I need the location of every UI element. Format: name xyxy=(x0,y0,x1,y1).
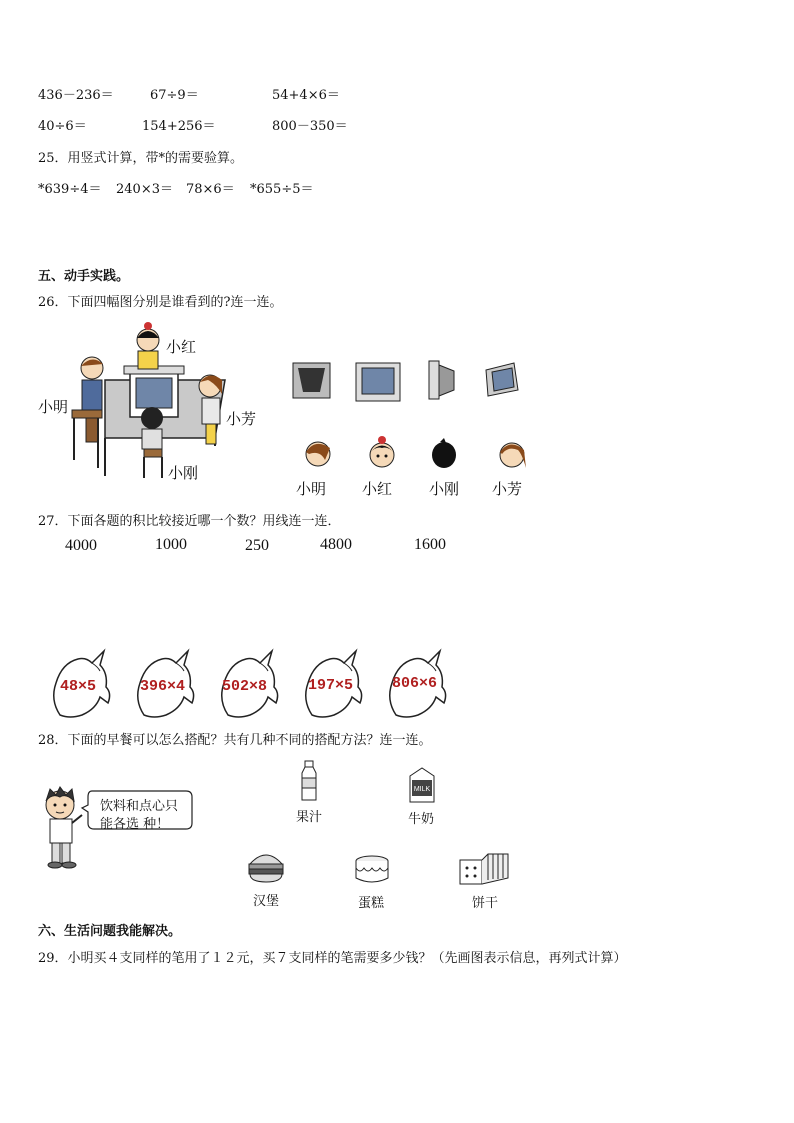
head-label: 小芳 xyxy=(492,480,523,498)
head-label: 小明 xyxy=(296,480,327,498)
section-5-heading: 五、动手实践。 xyxy=(38,269,130,284)
calc-item: 436－236＝ xyxy=(38,88,114,103)
calc-item: 54+4×6＝ xyxy=(272,88,340,103)
name-label: 小红 xyxy=(166,338,197,356)
name-label: 小明 xyxy=(38,398,69,416)
dolphin-expression: 806×6 xyxy=(392,675,438,692)
monitor-view-side-icon[interactable] xyxy=(428,360,456,402)
name-label: 小芳 xyxy=(226,410,257,428)
target-number[interactable]: 4000 xyxy=(65,537,97,554)
bubble-text: 饮料和点心只 xyxy=(100,799,179,814)
monitor-view-front-icon[interactable] xyxy=(355,362,401,404)
name-label: 小刚 xyxy=(168,464,199,482)
head-xiaogang-icon[interactable] xyxy=(431,438,457,470)
drink-label: 果汁 xyxy=(296,810,323,825)
hamburger-icon[interactable] xyxy=(246,846,286,886)
dolphin-expression: 502×8 xyxy=(222,678,268,695)
dolphin-expression: 48×5 xyxy=(60,678,97,695)
dolphin-expression: 197×5 xyxy=(308,677,354,694)
target-number[interactable]: 4800 xyxy=(320,536,352,553)
question-29-title: 29．小明买４支同样的笔用了１２元，买７支同样的笔需要多少钱？（先画图表示信息，再列式计算） xyxy=(38,951,627,966)
target-number[interactable]: 1600 xyxy=(414,536,446,553)
bubble-text: 能各选 种！ xyxy=(100,817,170,832)
calc-item: 800－350＝ xyxy=(272,119,348,134)
snack-label: 蛋糕 xyxy=(358,896,385,911)
calc-item: 40÷6＝ xyxy=(38,119,87,134)
calc-item: 67÷9＝ xyxy=(150,88,199,103)
drink-label: 牛奶 xyxy=(408,812,435,827)
cake-icon[interactable] xyxy=(354,854,390,886)
question-28-title: 28．下面的早餐可以怎么搭配？共有几种不同的搭配方法？连一连。 xyxy=(38,733,432,748)
head-xiaofang-icon[interactable] xyxy=(498,438,528,472)
question-26-title: 26．下面四幅图分别是谁看到的?连一连。 xyxy=(38,295,283,310)
monitor-view-angle-icon[interactable] xyxy=(482,360,522,400)
milk-carton-icon[interactable] xyxy=(406,766,438,804)
snack-label: 饼干 xyxy=(472,896,499,911)
target-number[interactable]: 250 xyxy=(245,537,269,554)
calc-item: 154+256＝ xyxy=(142,119,216,134)
head-label: 小刚 xyxy=(429,480,460,498)
section-6-heading: 六、生活问题我能解决。 xyxy=(38,924,182,939)
calc-item: 78×6＝ xyxy=(186,182,235,197)
question-25-title: 25．用竖式计算，带*的需要验算。 xyxy=(38,151,244,166)
calc-item: *655÷5＝ xyxy=(250,182,314,197)
milk-carton-text: MILK xyxy=(413,786,431,793)
target-number[interactable]: 1000 xyxy=(155,536,187,553)
calc-item: *639÷4＝ xyxy=(38,182,102,197)
juice-bottle-icon[interactable] xyxy=(298,760,320,802)
table-scene-illustration xyxy=(40,318,280,486)
head-label: 小红 xyxy=(362,480,393,498)
dolphin-expression: 396×4 xyxy=(140,678,186,695)
head-xiaohong-icon[interactable] xyxy=(368,436,396,470)
snack-label: 汉堡 xyxy=(253,894,280,909)
question-27-title: 27．下面各题的积比较接近哪一个数？用线连一连． xyxy=(38,514,341,529)
biscuits-icon[interactable] xyxy=(458,852,510,886)
monitor-view-back-icon[interactable] xyxy=(292,362,332,400)
calc-item: 240×3＝ xyxy=(116,182,173,197)
head-xiaoming-icon[interactable] xyxy=(305,438,331,470)
